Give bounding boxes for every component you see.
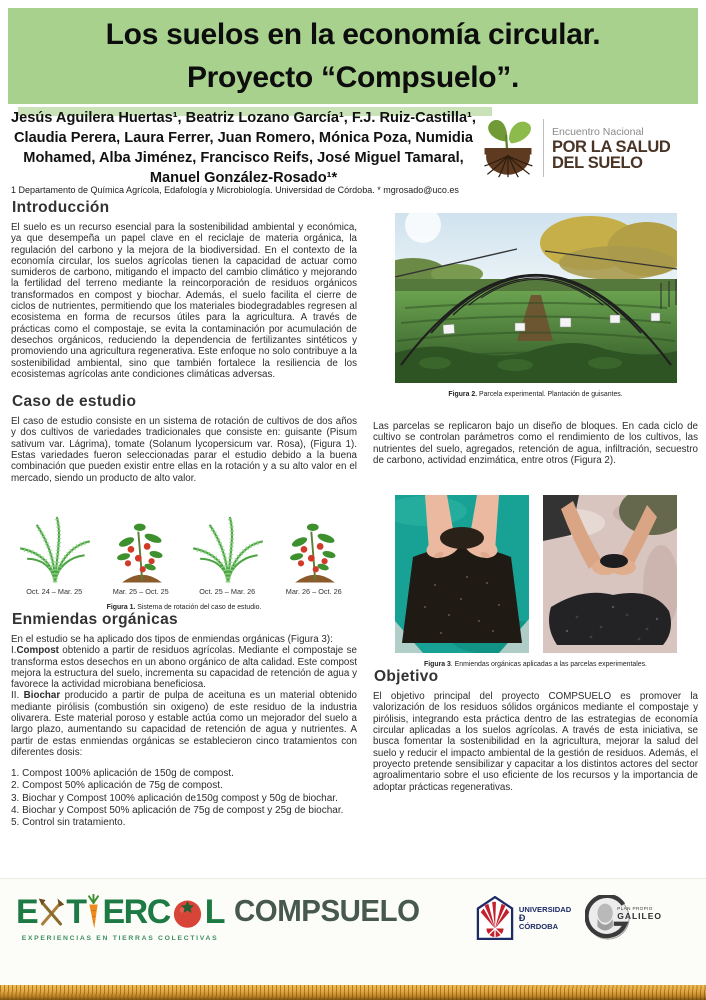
figure-2-label: Figura 2. <box>448 391 478 398</box>
treatment-item-1: 1. Compost 100% aplicación de 150g de compost. <box>11 768 234 780</box>
uco-logo <box>476 896 571 940</box>
figure-1-label: Figura 1. <box>106 603 136 611</box>
extiercol-logo <box>16 894 224 942</box>
figure-1 <box>11 504 357 611</box>
figure-1-caption-text: Sistema de rotación del caso de estudio. <box>135 603 262 611</box>
extiercol-seg4: L <box>204 893 225 931</box>
extiercol-wordmark <box>16 894 224 930</box>
enmiendas-lead: En el estudio se ha aplicado dos tipos de enmiendas orgánicas (Figura 3): <box>11 633 333 645</box>
uco-line2: Ð <box>518 913 526 923</box>
carrot-icon <box>86 894 101 930</box>
treatment-item-2: 2. Compost 50% aplicación de 75g de compost. <box>11 780 223 792</box>
objetivo-heading: Objetivo <box>374 668 439 686</box>
biochar-numeral: II. <box>11 690 24 702</box>
uco-line1: UNIVERSIDAD <box>518 905 572 914</box>
figure-3-caption <box>373 661 698 668</box>
figure-3-photos <box>373 495 698 653</box>
galileo-line2: GALILEO <box>617 910 662 921</box>
uco-text <box>519 905 571 931</box>
treatment-item-3: 3. Biochar y Compost 100% aplicación de150g compost y 50g de biochar. <box>11 792 338 804</box>
figure-2-caption-text: Parcela experimental. Plantación de guisantes. <box>477 391 623 398</box>
footer <box>0 878 706 1000</box>
event-logo-title-line1: POR LA SALUD <box>552 136 671 156</box>
content-columns <box>0 195 706 829</box>
event-logo-subtitle: Encuentro Nacional <box>552 125 644 138</box>
rotation-step-4 <box>272 514 357 584</box>
event-logo-title-line2: DEL SUELO <box>552 152 643 172</box>
greenhouse-parcel-photo <box>395 213 677 383</box>
figure-1-caption <box>11 604 357 611</box>
extiercol-seg2: T <box>66 893 86 931</box>
galileo-text <box>617 906 662 921</box>
event-logo <box>552 126 698 171</box>
figure-2-caption <box>373 391 698 398</box>
extiercol-seg1: E <box>16 893 38 931</box>
enmiendas-compost-paragraph <box>11 645 357 690</box>
rotation-date-2: Mar. 25 – Oct. 25 <box>112 586 169 596</box>
rotation-date-3: Oct. 25 – Mar. 26 <box>199 586 256 596</box>
rotation-dates-row <box>11 584 357 596</box>
rotation-date-1: Oct. 24 – Mar. 25 <box>26 586 83 596</box>
plant-roots-logo-icon <box>479 117 537 179</box>
compost-text: obtenido a partir de residuos agrícolas. Mediante el compostaje se transforma estos desechos en un abono orgánico de alta calidad. Este compost mejora la estructura del suelo, incrementa su capacidad de retención de agua y favorece la actividad microbiana beneficiosa. <box>11 645 357 691</box>
uco-line3: CÓRDOBA <box>518 922 559 931</box>
caso-paragraph: El caso de estudio consiste en un sistema de rotación de cultivos de dos años y dos cultivos de variedades tradicionales que consiste en: guisante (Pisum sativum var. Lágrima), tomate (Solanum lycopersicum var. Rosa), (Figura 1). Estas variedades fueron seleccionadas parar el estudio debido a la buena combinación que pueden existir entre ellas en la rotación y a su alto valor en el mercado, siendo un producto de alto valor. <box>11 416 357 484</box>
title-band <box>8 8 698 104</box>
authors-list: Jesús Aguilera Huertas¹, Beatriz Lozano García¹, F.J. Ruiz-Castilla¹, Claudia Perera, Laura Ferrer, Juan Romero, Mónica Poza, Numidia Mohamed, Alba Jiménez, Francisco Reifs, José Miguel Tamaral, Manuel González-Rosado¹* <box>11 110 476 186</box>
parcelas-paragraph: Las parcelas se replicaron bajo un diseño de bloques. En cada ciclo de cultivo se controlan parámetros como el rendimiento de los cultivos, las nutrientes del suelo, agregados, retención de agua, infiltración, secuestro de carbono, actividad enzimática, entre otros (Figura 2). <box>373 421 698 466</box>
biochar-text: producido a partir de pulpa de aceituna es un material obtenido mediante pirólisis (combustión sin oxigeno) de este residuo de la industria olivarera. Este material poroso y estable actúa como un mejorador del suelo a largo plazo, aumentando su capacidad de retención de agua y nutrientes. A partir de estas enmiendas orgánicas se establecieron cinco tratamientos con diferentes dosis: <box>11 690 357 758</box>
affiliation-line: 1 Departamento de Química Agrícola, Edafología y Microbiología. Universidad de Córdoba. * mgrosado@uco.es <box>11 185 459 195</box>
extiercol-seg3: ERC <box>102 893 170 931</box>
poster-title-line1: Los suelos en la economía circular. <box>105 18 601 51</box>
compost-term: Compost <box>16 645 59 657</box>
rotation-step-3 <box>184 510 272 584</box>
left-column <box>11 199 357 829</box>
pea-plant-icon <box>184 510 272 584</box>
enmiendas-heading: Enmiendas orgánicas <box>12 610 178 628</box>
enmiendas-biochar-paragraph <box>11 690 357 758</box>
compost-numeral: I. <box>11 645 17 657</box>
intro-heading: Introducción <box>12 199 110 216</box>
rotation-date-4: Mar. 26 – Oct. 26 <box>285 586 342 596</box>
right-column <box>373 199 698 829</box>
compost-hands-photo <box>395 495 529 653</box>
figure-3-caption-text: . Enmiendas orgánicas aplicadas a las parcelas experimentales. <box>450 661 647 669</box>
rotation-step-2 <box>99 514 184 584</box>
wheat-field-strip <box>0 985 706 1000</box>
vertical-divider <box>543 119 544 177</box>
tomato-icon <box>171 896 204 929</box>
rotation-step-1 <box>11 510 99 584</box>
compsuelo-logo: COMPSUELO <box>234 893 420 928</box>
uco-shield-icon <box>476 896 514 940</box>
galileo-line1: PLAN PROPIO <box>617 905 653 911</box>
figure-3 <box>373 495 698 668</box>
caso-heading: Caso de estudio <box>12 393 137 411</box>
treatment-item-5: 5. Control sin tratamiento. <box>11 817 126 829</box>
poster-title-line2: Proyecto “Compsuelo”. <box>186 61 520 94</box>
treatments-list <box>11 768 357 829</box>
figure-2 <box>373 213 698 398</box>
biochar-term: Biochar <box>23 690 61 702</box>
crossed-tools-icon <box>38 897 65 927</box>
crop-rotation-row <box>11 504 357 584</box>
treatment-item-4: 4. Biochar y Compost 50% aplicación de 75g de compost y 25g de biochar. <box>11 804 344 816</box>
footer-logos <box>0 879 706 943</box>
objetivo-paragraph: El objetivo principal del proyecto COMPSUELO es promover la valorización de los residuos sólidos orgánicos mediante el compostaje y pirólisis, integrando esta práctica dentro de las estrategias de economía circular aplicadas a los suelos agrícolas. A través de esta iniciativa, se busca fomentar la sostenibilidad en la agricultura, mejorar la salud del suelo y reducir el impacto ambiental de la gestión de residuos. Además, el proyecto pretende sensibilizar y capacitar a los distintos actores del sector agroalimentario sobre el uso eficiente de los recursos y la importancia de adoptar prácticas regenerativas. <box>373 691 698 793</box>
figure-3-label: Figura 3 <box>424 661 451 669</box>
biochar-hands-photo <box>543 495 677 653</box>
galileo-logo <box>585 895 662 941</box>
tomato-plant-icon <box>106 514 178 584</box>
extiercol-tagline: EXPERIENCIAS EN TIERRAS COLECTIVAS <box>21 935 219 942</box>
tomato-plant-icon <box>279 514 351 584</box>
pea-plant-icon <box>11 510 99 584</box>
authors-row <box>0 110 706 186</box>
intro-paragraph: El suelo es un recurso esencial para la sostenibilidad ambiental y económica, ya que desempeña un papel clave en el reciclaje de materia orgánica, la regulación del carbono y la mejora de la biodiversidad. En el contexto de la economía circular, los suelos agrícolas tienen la capacidad de actuar como sumideros de carbono, mitigando el impacto del cambio climático y mejorando la fertilidad del terreno mediante la reincorporación de residuos orgánicos transformados en compost y biochar. Además, el suelo facilita el cierre de ciclos de nutrientes, permitiendo que los materiales biodegradables regresen al ecosistema en forma de recursos útiles para la agricultura. A través de prácticas como el compostaje, se evita la contaminación por acumulación de desechos orgánicos, reduciendo la dependencia de fertilizantes sintéticos y promoviendo una agricultura regenerativa. Este enfoque no solo contribuye a la sostenibilidad ambiental, sino que también fortalece la resiliencia de los ecosistemas agrícolas ante condiciones climáticas adversas. <box>11 222 357 380</box>
